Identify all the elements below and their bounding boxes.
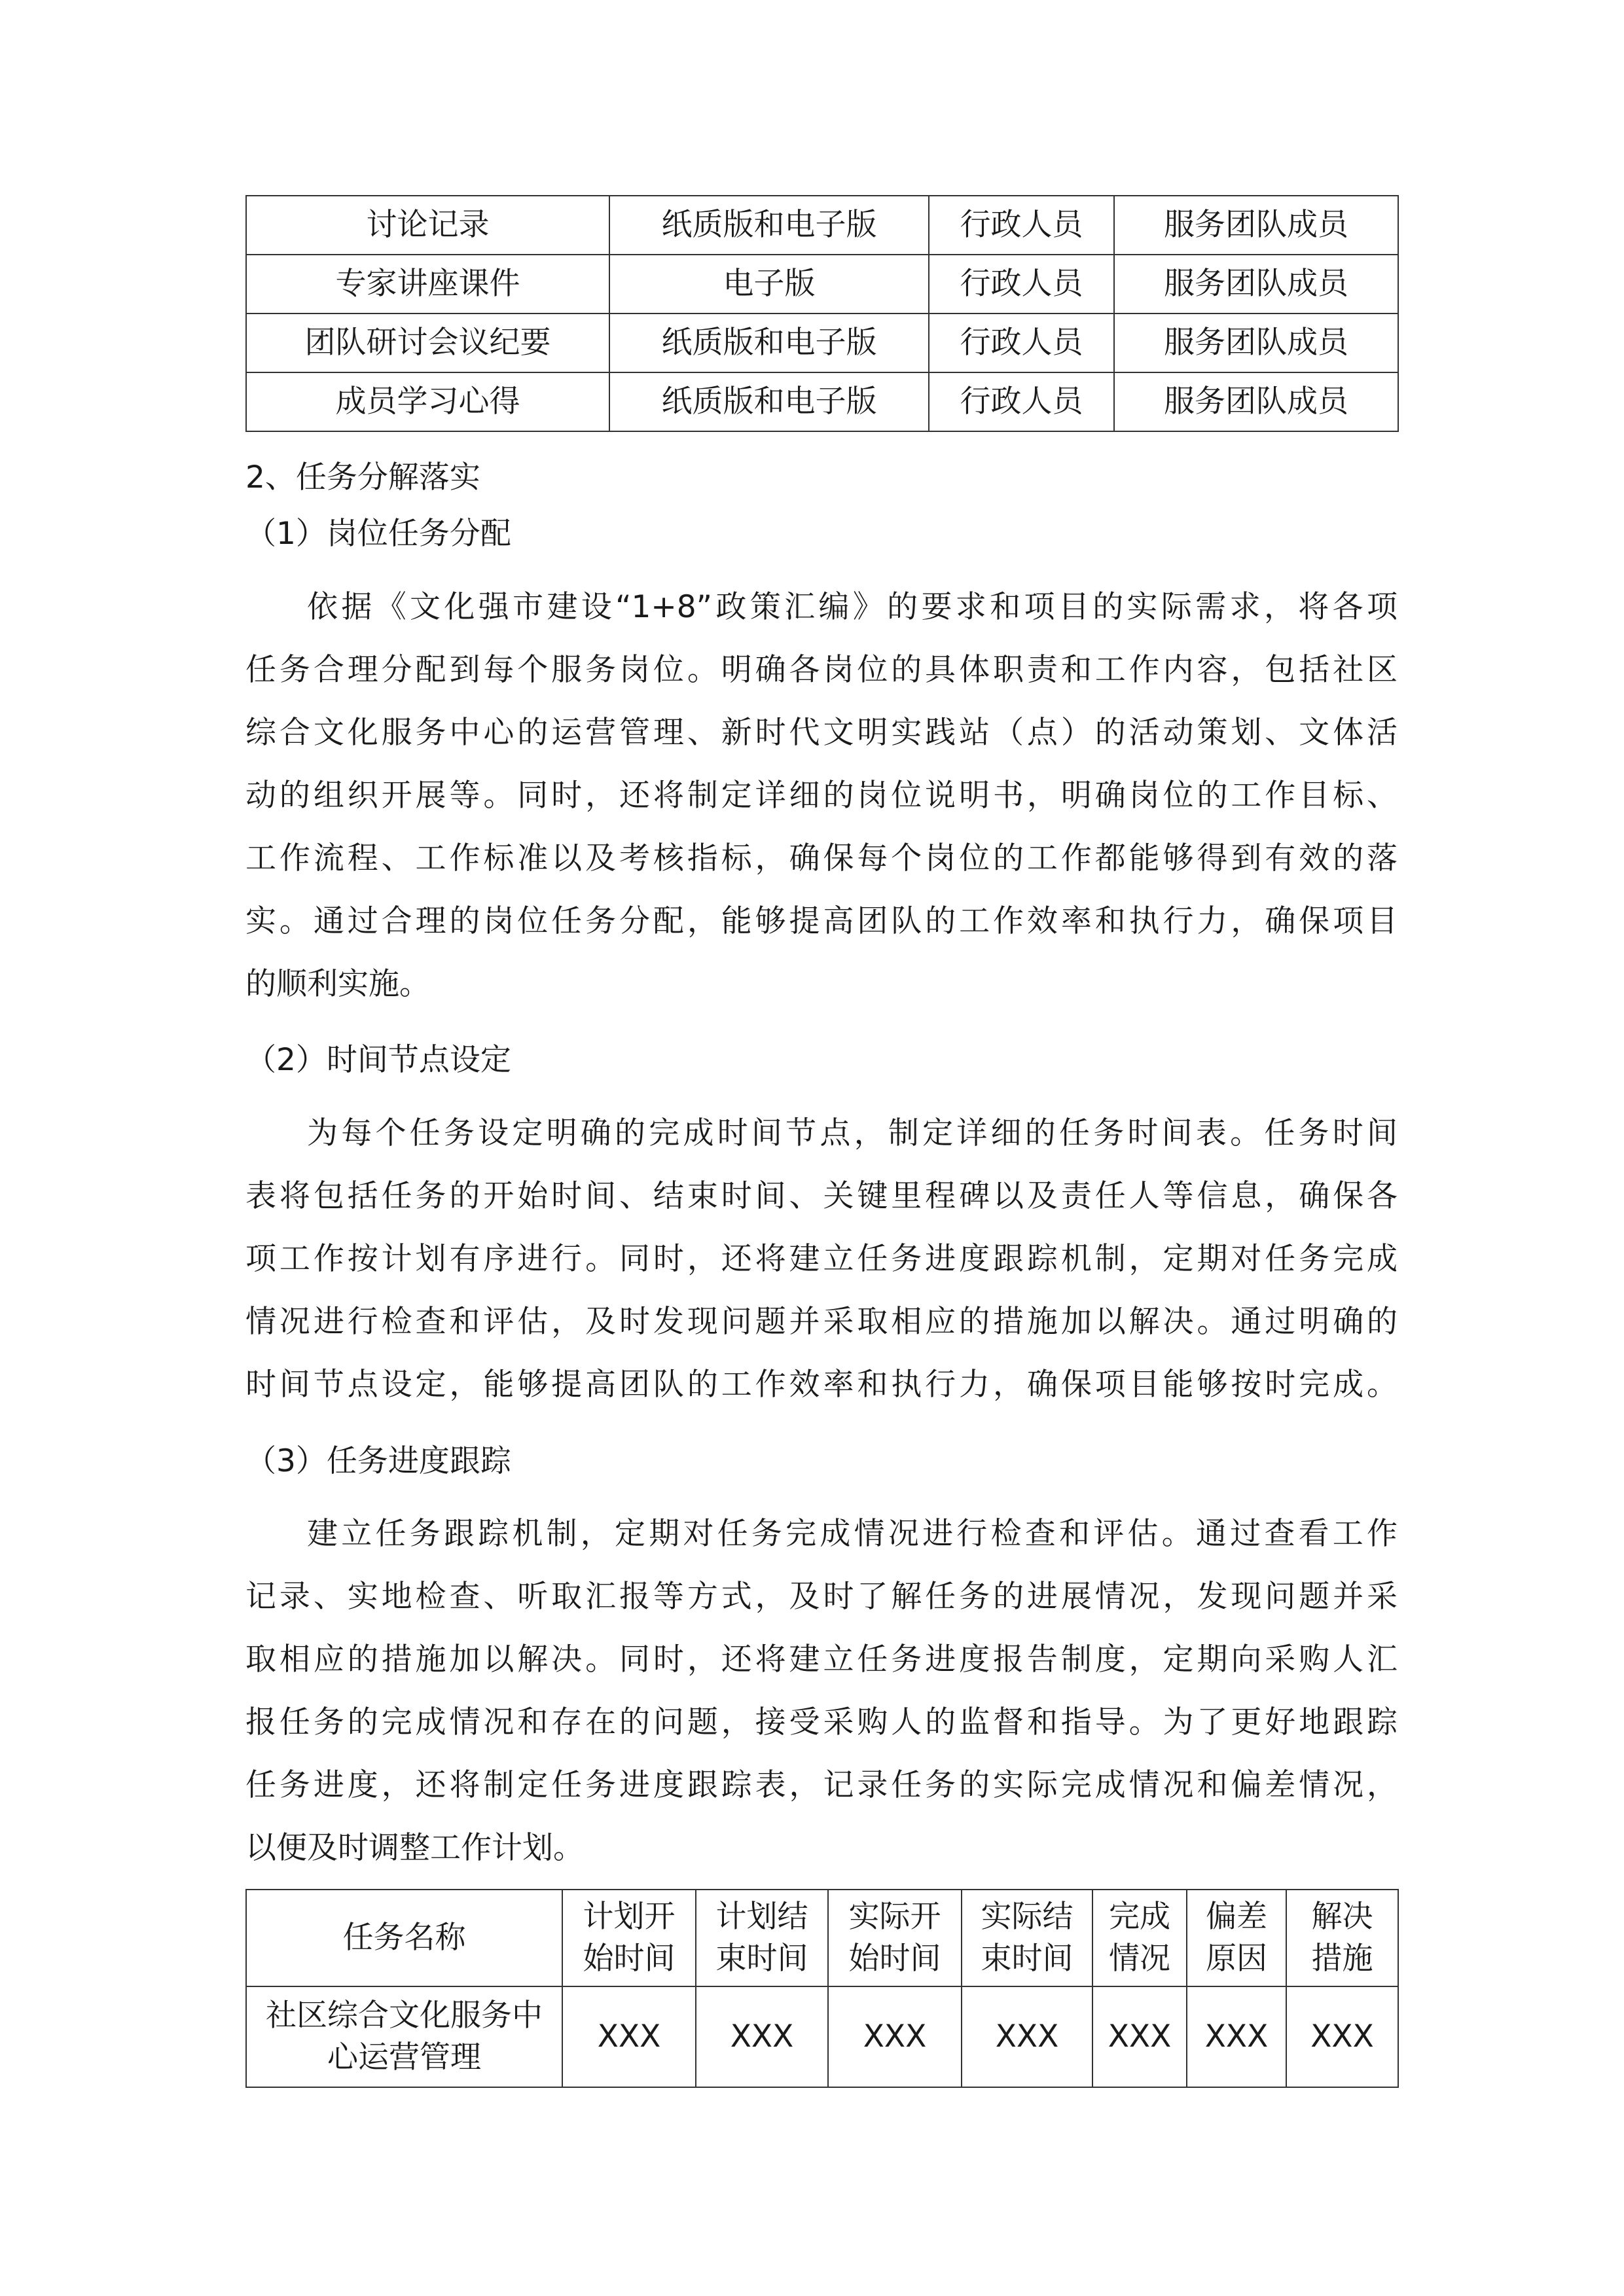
paragraph-1	[245, 576, 1398, 1016]
table-cell: XXX	[1286, 1986, 1398, 2087]
paragraph-line: 时间节点设定，能够提高团队的工作效率和执行力，确保项目能够按时完成。	[245, 1367, 1398, 1403]
paragraph-line: 报任务的完成情况和存在的问题，接受采购人的监督和指导。为了更好地跟踪	[245, 1704, 1398, 1740]
table-cell: 行政人员	[929, 196, 1114, 255]
paragraph-line: 表将包括任务的开始时间、结束时间、关键里程碑以及责任人等信息，确保各	[245, 1178, 1398, 1214]
table-cell: XXX	[1187, 1986, 1286, 2087]
column-header: 计划结束时间	[696, 1890, 828, 1986]
section-title: 2、任务分解落实	[245, 459, 480, 495]
subsection-title-2: （2）时间节点设定	[245, 1042, 511, 1078]
paragraph-line: 为每个任务设定明确的完成时间节点，制定详细的任务时间表。任务时间	[307, 1115, 1398, 1151]
paragraph-line: 记录、实地检查、听取汇报等方式，及时了解任务的进展情况，发现问题并采	[245, 1579, 1398, 1615]
paragraph-line: 的顺利实施。	[245, 966, 430, 1002]
table-cell: 纸质版和电子版	[609, 372, 929, 431]
table-cell: XXX	[962, 1986, 1092, 2087]
paragraph-3	[245, 1503, 1398, 1880]
table-cell: 讨论记录	[246, 196, 609, 255]
paragraph-line: 以便及时调整工作计划。	[245, 1830, 584, 1866]
table-cell: XXX	[1092, 1986, 1187, 2087]
table-cell: 团队研讨会议纪要	[246, 314, 609, 372]
table-cell: 行政人员	[929, 372, 1114, 431]
column-header: 计划开始时间	[562, 1890, 696, 1986]
table-cell: 社区综合文化服务中心运营管理	[246, 1986, 562, 2087]
table-cell: XXX	[828, 1986, 962, 2087]
paragraph-line: 任务合理分配到每个服务岗位。明确各岗位的具体职责和工作内容，包括社区	[245, 652, 1398, 688]
table-cell: XXX	[562, 1986, 696, 2087]
table-cell: 行政人员	[929, 314, 1114, 372]
table-row	[246, 372, 1398, 431]
column-header: 任务名称	[246, 1890, 562, 1986]
table-cell: 行政人员	[929, 255, 1114, 314]
column-header: 完成情况	[1092, 1890, 1187, 1986]
table-cell: 专家讲座课件	[246, 255, 609, 314]
paragraph-line: 依据《文化强市建设“1+8”政策汇编》的要求和项目的实际需求，将各项	[307, 589, 1398, 625]
subsection-title-3: （3）任务进度跟踪	[245, 1443, 511, 1479]
paragraph-line: 取相应的措施加以解决。同时，还将建立任务进度报告制度，定期向采购人汇	[245, 1641, 1398, 1677]
table-row	[246, 314, 1398, 372]
paragraph-2	[245, 1102, 1398, 1416]
table-cell: 纸质版和电子版	[609, 196, 929, 255]
paragraph-line: 工作流程、工作标准以及考核指标，确保每个岗位的工作都能够得到有效的落	[245, 840, 1398, 876]
column-header: 偏差原因	[1187, 1890, 1286, 1986]
column-header: 实际开始时间	[828, 1890, 962, 1986]
table-cell: 成员学习心得	[246, 372, 609, 431]
table-cell: 服务团队成员	[1114, 314, 1398, 372]
table-row	[246, 196, 1398, 255]
paragraph-line: 综合文化服务中心的运营管理、新时代文明实践站（点）的活动策划、文体活	[245, 715, 1398, 751]
table-cell: 电子版	[609, 255, 929, 314]
table-cell: 服务团队成员	[1114, 196, 1398, 255]
table-cell: XXX	[696, 1986, 828, 2087]
subsection-title-1: （1）岗位任务分配	[245, 516, 511, 552]
table-cell: 纸质版和电子版	[609, 314, 929, 372]
materials-table	[245, 195, 1399, 432]
table-row	[246, 255, 1398, 314]
paragraph-line: 实。通过合理的岗位任务分配，能够提高团队的工作效率和执行力，确保项目	[245, 903, 1398, 939]
table-cell: 服务团队成员	[1114, 255, 1398, 314]
column-header: 解决措施	[1286, 1890, 1398, 1986]
table-header-row	[246, 1890, 1398, 1986]
table-row	[246, 1986, 1398, 2087]
column-header: 实际结束时间	[962, 1890, 1092, 1986]
paragraph-line: 任务进度，还将制定任务进度跟踪表，记录任务的实际完成情况和偏差情况，	[245, 1767, 1398, 1803]
progress-tracking-table	[245, 1889, 1399, 2088]
paragraph-line: 项工作按计划有序进行。同时，还将建立任务进度跟踪机制，定期对任务完成	[245, 1241, 1398, 1277]
paragraph-line: 建立任务跟踪机制，定期对任务完成情况进行检查和评估。通过查看工作	[307, 1516, 1398, 1552]
paragraph-line: 动的组织开展等。同时，还将制定详细的岗位说明书，明确岗位的工作目标、	[245, 778, 1398, 814]
table-cell: 服务团队成员	[1114, 372, 1398, 431]
paragraph-line: 情况进行检查和评估，及时发现问题并采取相应的措施加以解决。通过明确的	[245, 1304, 1398, 1340]
